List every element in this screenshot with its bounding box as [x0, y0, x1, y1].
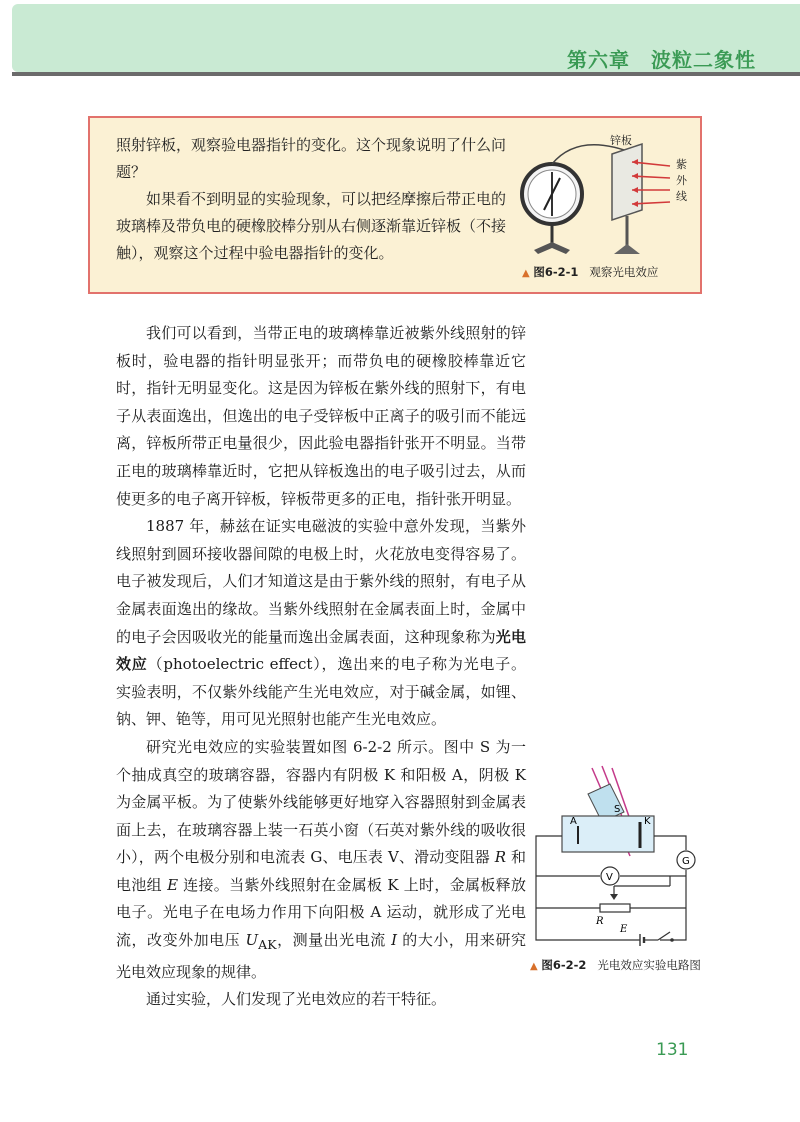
body-paragraph-3	[116, 734, 526, 986]
header-divider	[12, 72, 800, 76]
figure-2-number: 图6-2-2	[541, 958, 587, 972]
caption-triangle-icon: ▲	[522, 268, 530, 279]
caption-triangle-icon: ▲	[530, 961, 538, 972]
body-paragraph-2	[116, 513, 526, 734]
p2-after: （photoelectric effect），逸出来的电子称为光电子。实验表明，不仅紫外线能产生光电效应，对于碱金属，如锂、钠、钾、铯等，用可见光照射也能产生光电效应。	[116, 655, 526, 729]
figure-2-caption	[530, 957, 701, 973]
body-paragraph-4: 通过实验，人们发现了光电效应的若干特征。	[146, 990, 447, 1009]
symbol-u: U	[245, 931, 259, 950]
term-photoelectric-effect: 光电效应	[116, 627, 526, 674]
symbol-i: I	[391, 931, 397, 950]
subscript-ak: AK	[258, 937, 277, 953]
p3-part-d: ，测量出光电流	[276, 931, 392, 950]
uv-label-char-1: 紫	[676, 158, 687, 171]
symbol-e: E	[167, 875, 179, 894]
main-text	[116, 320, 526, 1014]
cathode-label: K	[644, 816, 651, 827]
rheostat-label: R	[596, 916, 604, 927]
experiment-paragraph-2: 如果看不到明显的实验现象，可以把经摩擦后带正电的玻璃棒及带负电的硬橡胶棒分别从右侧逐渐靠近锌板（不接触），观察这个过程中验电器指针的变化。	[116, 190, 507, 262]
uv-label-char-3: 线	[676, 190, 687, 203]
uv-label-char-2: 外	[676, 174, 687, 187]
symbol-r: R	[494, 848, 507, 867]
body-paragraph-1: 我们可以看到，当带正电的玻璃棒靠近被紫外线照射的锌板时，验电器的指针明显张开；而带负电的硬橡胶棒靠近它时，指针无明显变化。这是因为锌板在紫外线的照射下，有电子从表面逸出，但逸出的电子受锌板中正离子的吸引而不能远离，锌板所带正电量很少，因此验电器指针张开不明显。当带正电的玻璃棒靠近时，它把从锌板逸出的电子吸引过去，从而使更多的电子离开锌板，锌板带更多的正电，指针张开明显。	[116, 324, 526, 508]
figure-1-number: 图6-2-1	[533, 265, 579, 279]
experiment-box	[88, 116, 702, 294]
anode-label: A	[570, 816, 577, 827]
p3-part-c: 连接。当紫外线照射在金属板 K 上时，金属板释放电子。光电子在电场力作用下向阳极 A 运动，就形成了光电流，改变外加电压	[116, 875, 526, 950]
zinc-plate-label: 锌板	[610, 134, 632, 147]
tube-label: S	[614, 804, 621, 815]
p3-part-a: 研究光电效应的实验装置如图 6-2-2 所示。图中 S 为一个抽成真空的玻璃容器，容器内有阴极 K 和阳极 A，阴极 K 为金属平板。为了使紫外线能够更好地穿入容器照射到金属表面上去，在玻璃容器上装一石英小窗（石英对紫外线的吸收很小），两个电极分别和电流表 G、电压表 V、滑动变阻器	[116, 737, 526, 867]
experiment-text	[116, 132, 516, 267]
electroscope-base	[534, 242, 570, 254]
experiment-paragraph-1: 照射锌板，观察验电器指针的变化。这个现象说明了什么问题？	[116, 136, 507, 181]
electroscope-figure	[520, 132, 696, 266]
figure-1-title: 观察光电效应	[589, 265, 659, 279]
p2-before: 1887 年，赫兹在证实电磁波的实验中意外发现，当紫外线照射到圆环接收器间隙的电极上时，火花放电变得容易了。电子被发现后，人们才知道这是由于紫外线的照射，有电子从金属表面逸出的缘故。当紫外线照射在金属表面上时，金属中的电子会因吸收光的能量而逸出金属表面，这种现象称为	[116, 517, 526, 646]
switch-contact	[670, 938, 674, 942]
figure-2-title: 光电效应实验电路图	[597, 958, 701, 972]
circuit-diagram	[530, 764, 706, 950]
rheostat-slider	[610, 894, 618, 900]
figure-1-caption	[522, 264, 658, 280]
rheostat	[600, 904, 630, 912]
page-number: 131	[656, 1040, 689, 1060]
p3-part-b: 和电池组	[116, 848, 526, 894]
galvanometer-label: G	[682, 856, 690, 867]
p3-part-e: 的大小，用来研究光电效应现象的规律。	[116, 931, 526, 981]
chapter-title: 第六章 波粒二象性	[567, 48, 756, 72]
battery-label: E	[620, 924, 628, 935]
voltmeter-label: V	[606, 872, 613, 883]
zinc-plate	[612, 144, 642, 220]
plate-base	[614, 244, 640, 254]
switch	[658, 932, 670, 940]
